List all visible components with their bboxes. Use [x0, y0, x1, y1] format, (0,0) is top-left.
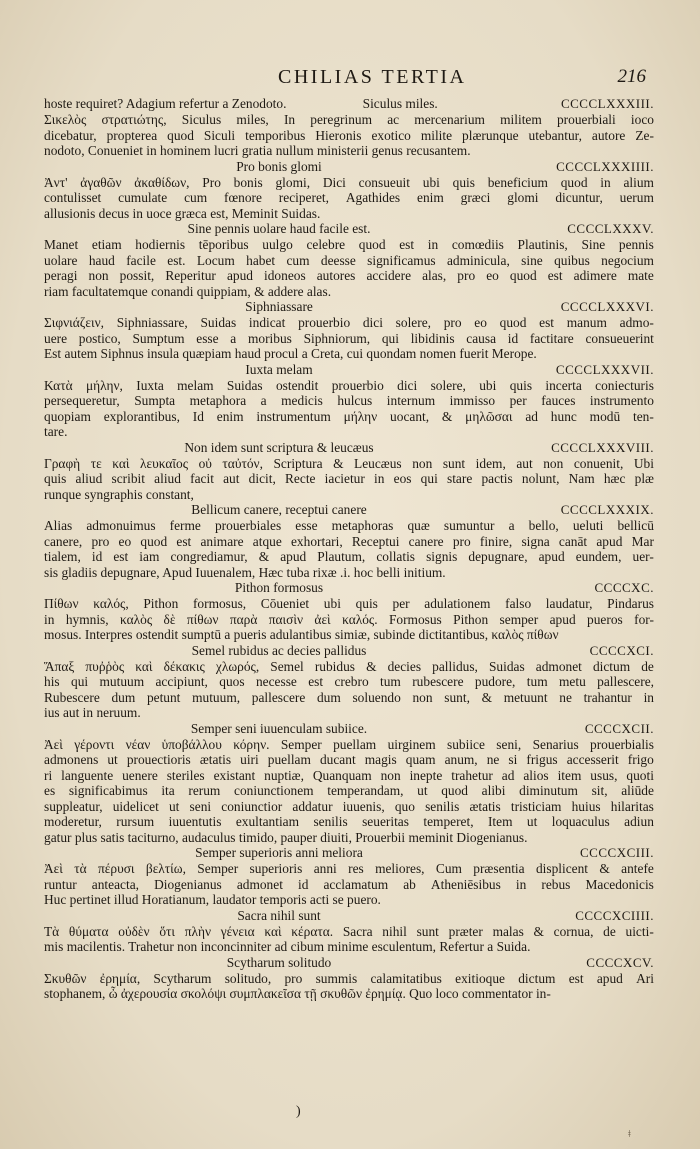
text-line: in hymnis, καλὸς δὲ πίθων παρὰ παισὶν ἀεὶ καλός. Formosus Pithon semper apud pueros for-	[44, 611, 654, 627]
text-line: stophanem, ὦ ἀχερουσία σκολόψι συμπλακεῖσα τῇ σκυθῶν ἐρημίᾳ. Quo loco commentator in-	[44, 986, 551, 1001]
text-line: mis macilentis. Trahetur non inconcinniter ad cibum minime esculentum, Refertur a Suida.	[44, 939, 531, 954]
text-line: runque syngraphis constant,	[44, 486, 194, 502]
adage-heading	[44, 955, 654, 971]
text-line: riam facultatemque conandi quippiam, & addere alas.	[44, 283, 332, 299]
text-line: Σιφνιάζειν, Siphniassare, Suidas indicat prouerbio dici solere, pro eo quod est manum admo-	[44, 315, 654, 330]
text-line: tare.	[44, 424, 68, 439]
text-line: Est autem Siphnus insula quæpiam haud procul a Creta, cui quondam nomen fuerit Merope.	[44, 346, 537, 361]
adage-entry	[44, 845, 654, 908]
adage-title: Sine pennis uolare haud facile est.	[187, 221, 371, 236]
text-line: his qui mutuum accipiunt, quos necesse est crebro tum rubescere pudore, tum metu pallescere,	[44, 674, 654, 689]
adage-entry	[44, 221, 654, 299]
adage-title: Scytharum solitudo	[226, 954, 332, 970]
text-line: Ἅπαξ πυῤῥὸς καὶ δέκακις χλωρός, Semel rubidus & decies pallidus, Suidas admonet dictum de	[44, 658, 654, 674]
text-line: peragi non possit, Reperitur apud idoneos autores accidere alas, pro eo quod est adimere mate	[44, 268, 654, 283]
adage-number: CCCCLXXXV.	[567, 221, 654, 236]
adage-heading	[44, 362, 654, 378]
adage-entry	[44, 299, 654, 362]
text-line: quopiam explorantibus, Id enim instrumentum μήλην uocant, & μηλῶσαι ad hunc modū ten-	[44, 408, 654, 424]
text-line: runtur anteacta, Diogenianus admonet id acclamatum ab Atheniēsibus in rebus Macedonicis	[44, 876, 654, 892]
text-line: Manet etiam hodiernis tēporibus uulgo celebre quod est in comœdiis Plautinis, Sine pennis	[44, 237, 654, 252]
text-block	[44, 96, 654, 1002]
adage-heading	[44, 96, 654, 112]
text-line: persequeretur, Sumpta metaphora a medicis hulcus internum immisso per fauces instrumento	[44, 393, 654, 408]
heading-lead-text: hoste requiret? Adagium refertur a Zenodoto.	[44, 96, 287, 111]
adage-entry	[44, 908, 654, 955]
adage-entry	[44, 721, 654, 846]
adage-number: CCCCLXXXIX.	[560, 502, 654, 517]
text-line: ius aut in neruum.	[44, 705, 141, 720]
text-line: Κατὰ μήλην, Iuxta melam Suidas ostendit prouerbio dici solere, ubi quis incerta coniecturis	[44, 377, 654, 393]
text-line: Ἀεὶ τὰ πέρυσι βελτίω, Semper superioris anni res meliores, Cum præsentia displicent & antefe	[44, 861, 654, 876]
text-line: es significabimus ita rerum coniunctionem temperandam, ut quod alibi diminutum sit, aliūde	[44, 783, 654, 798]
adage-heading	[44, 721, 654, 737]
adage-number: CCCCLXXXVI.	[560, 299, 654, 314]
adage-heading	[44, 580, 654, 596]
adage-title: Semper superioris anni meliora	[195, 845, 363, 860]
adage-title: Pro bonis glomi	[236, 158, 322, 174]
adage-number: CCCCLXXXVII.	[555, 361, 654, 377]
adage-entry	[44, 159, 654, 222]
adage-number: CCCCXCIIII.	[575, 907, 654, 923]
adage-number: CCCCXCV.	[586, 954, 654, 970]
adage-entry	[44, 96, 654, 159]
adage-title: Semper seni iuuenculam subiice.	[190, 720, 368, 736]
text-line: quis aliud scribit aliud facit aut dicit, Recte iacietur in eos qui stare pactis nolunt, Nam hæc plæ	[44, 471, 654, 486]
page-mark: )	[296, 1104, 301, 1119]
text-line: suppleatur, uidelicet ut seni coniunctior addatur iuuenis, quo senilis ætatis tristiciam huius hilaritas	[44, 798, 654, 814]
text-line: contulisset cumulate cum fœnore reciperet, Agathides enim græci glomi dicuntur, uerum	[44, 190, 654, 205]
adage-title: Iuxta melam	[245, 361, 313, 377]
adage-heading	[44, 502, 654, 518]
adage-title: Non idem sunt scriptura & leucæus	[184, 439, 374, 455]
adage-heading	[44, 440, 654, 456]
text-line: allusionis decus in uoce græca est, Meminit Suidas.	[44, 205, 321, 221]
adage-number: CCCCLXXXIII.	[560, 96, 654, 111]
adage-number: CCCCLXXXIIII.	[556, 158, 654, 174]
folio-number: 216	[617, 66, 646, 87]
running-title: CHILIAS TERTIA	[278, 66, 467, 88]
adage-heading	[44, 908, 654, 924]
text-line: tialem, id est iam congrediamur, & apud Plautum, collatis signis depugnare, apud eundem, uer-	[44, 549, 654, 564]
text-line: Σικελὸς στρατιώτης, Siculus miles, In peregrinum ac mercenarium militem prouerbiali ioco	[44, 112, 654, 127]
adage-number: CCCCXC.	[594, 580, 654, 595]
text-line: uolare haud facile est. Locum habet cum deesse significamus adminicula, sine quibus negocium	[44, 252, 654, 268]
text-line: sis gladiis depugnare, Apud Iuuenalem, Hæc tuba rixæ .i. hoc belli initium.	[44, 564, 446, 580]
adage-title: Siphniassare	[245, 299, 313, 314]
adage-heading	[44, 221, 654, 237]
adage-title: Siculus miles.	[362, 96, 438, 111]
text-line: Alias admonuimus ferme prouerbiales esse metaphoras quæ sumuntur a bello, ueluti bellicū	[44, 518, 654, 533]
adage-entry	[44, 362, 654, 440]
signature-mark: ǂ	[628, 1128, 631, 1140]
text-line: Γραφὴ τε καὶ λευκαῖος οὐ ταὐτόν, Scriptura & Leucæus non sunt idem, aut non conuenit, Ubi	[44, 455, 654, 471]
text-line: Huc pertinet illud Horatianum, laudator temporis acti se puero.	[44, 892, 381, 907]
text-line: Τὰ θύματα οὐδὲν ὅτι πλὴν γένεια καὶ κέρατα. Sacra nihil sunt præter malas & cornua, de uicti-	[44, 923, 654, 939]
text-line: ri languente uenere steriles existant nuptiæ, Quanquam non inepte trahetur ad alios item usus, quoti	[44, 767, 654, 783]
adage-entry	[44, 955, 654, 1002]
text-line: admonens ut prouectioris ætatis uiri puellam ducant magis quam anum, ne si frigus accesserit frigo	[44, 752, 654, 767]
adage-number: CCCCXCIII.	[580, 845, 654, 860]
adage-heading	[44, 643, 654, 659]
adage-title: Semel rubidus ac decies pallidus	[191, 642, 367, 658]
adage-entry	[44, 440, 654, 503]
adage-title: Sacra nihil sunt	[237, 907, 321, 923]
text-line: dicebatur, propterea quod Siculi temporibus Hieronis exotico milite plærunque utebantur, autore Ze-	[44, 127, 654, 143]
text-line: nodoto, Conueniet in hominem lucri gratia nullum ministerii genus recusantem.	[44, 143, 471, 158]
text-line: uere postico, Sumptum esse a moribus Siphniorum, qui libidinis causa id factitare consueuerint	[44, 330, 654, 346]
text-line: canere, pro eo quod est animare atque exhortari, Receptui canere pro finire, signa canāt apud Mar	[44, 533, 654, 549]
adage-heading	[44, 845, 654, 861]
page-header	[0, 62, 700, 96]
adage-entry	[44, 643, 654, 721]
adage-number: CCCCLXXXVIII.	[551, 439, 654, 455]
adage-title: Bellicum canere, receptui canere	[191, 502, 367, 517]
adage-title: Pithon formosus	[234, 580, 324, 595]
text-line: Σκυθῶν ἐρημία, Scytharum solitudo, pro summis calamitatibus exitioque dictum est apud Ari	[44, 970, 654, 986]
text-line: gatur plus satis taciturno, audaculus timido, pauper diuiti, Prouerbii meminit Diogenianus.	[44, 829, 528, 845]
text-line: mosus. Interpres ostendit sumptū a pueris adulantibus simiæ, subinde dictitantibus, καλὸς πίθων	[44, 627, 559, 642]
adage-entry	[44, 502, 654, 580]
adage-number: CCCCXCII.	[584, 720, 654, 736]
text-line: Ἀντ' ἀγαθῶν ἀκαθίδων, Pro bonis glomi, Dici consueuit ubi quis beneficium quod in alium	[44, 174, 654, 190]
adage-heading	[44, 159, 654, 175]
adage-heading	[44, 299, 654, 315]
text-line: moderetur, rursum iuuentutis exultantiam senilis seueritas temperet, Item ut loquaculus adiun	[44, 814, 654, 829]
adage-entry	[44, 580, 654, 643]
text-line: Rubescere dum petunt mutuum, pallescere dum soluendo non sunt, & metuunt ne trahantur in	[44, 689, 654, 705]
text-line: Ἀεὶ γέροντι νέαν ὑποβάλλου κόρην. Semper puellam uirginem subiice seni, Senarius prouerbialis	[44, 736, 654, 752]
adage-number: CCCCXCI.	[589, 642, 654, 658]
text-line: Πίθων καλός, Pithon formosus, Cōueniet ubi quis per adulationem falso laudatur, Pindarus	[44, 596, 654, 611]
